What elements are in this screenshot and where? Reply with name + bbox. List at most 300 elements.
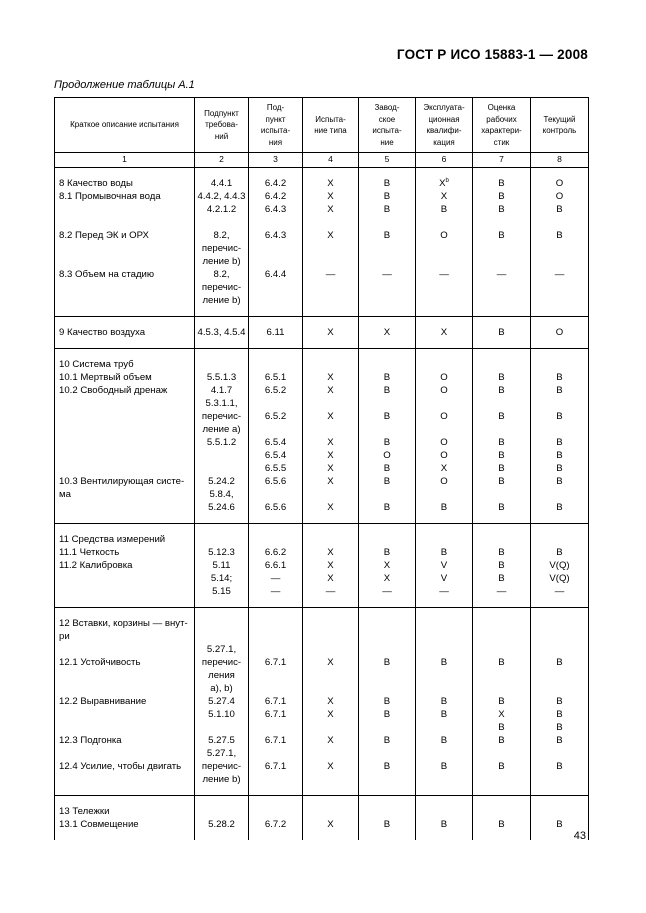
cell-line: [359, 669, 415, 682]
table-cell: [195, 805, 249, 831]
cell-line: В: [556, 463, 563, 474]
table-row: [55, 805, 589, 831]
cell-line: 11 Средства измерений: [59, 534, 166, 545]
cell-line: [303, 358, 358, 371]
spacer-cell: [473, 831, 531, 840]
spacer-cell: [195, 514, 249, 524]
cell-line: [416, 255, 472, 268]
cell-line: В: [440, 819, 448, 830]
spacer-cell: [303, 307, 359, 317]
spacer-cell: [303, 524, 359, 534]
spacer-cell: [249, 598, 303, 608]
column-header-line: контроль: [542, 126, 577, 135]
table-cell: [473, 358, 531, 514]
spacer-cell: [359, 831, 416, 840]
cell-line: [59, 397, 194, 410]
spacer-row: [55, 339, 589, 349]
spacer-row: [55, 598, 589, 608]
cell-line: В: [556, 709, 563, 720]
cell-line: [359, 805, 415, 818]
cell-line: X: [327, 560, 334, 571]
cell-line: 13.1 Совмещение: [59, 819, 139, 830]
cell-line: [473, 281, 530, 294]
cell-line: В: [383, 761, 391, 772]
cell-line: В: [556, 735, 563, 746]
cell-line: В: [556, 385, 563, 396]
spacer-cell: [249, 307, 303, 317]
cell-line: [249, 643, 302, 656]
spacer-cell: [249, 317, 303, 327]
column-header: [473, 98, 531, 153]
page-number: 43: [573, 830, 586, 842]
cell-line: 6.5.2: [264, 385, 287, 396]
cell-line: [531, 255, 588, 268]
cell-line: 6.5.6: [264, 476, 287, 487]
cell-line: [249, 488, 302, 501]
spacer-cell: [55, 786, 195, 796]
cell-line: [359, 747, 415, 760]
column-number: 2: [195, 153, 249, 168]
table-cell: [416, 326, 473, 339]
spacer-cell: [416, 598, 473, 608]
cell-line: —: [496, 586, 507, 597]
cell-line: [59, 423, 194, 436]
cell-line: 6.7.1: [264, 735, 287, 746]
cell-line: [359, 488, 415, 501]
spacer-cell: [359, 168, 416, 178]
cell-line: [416, 643, 472, 656]
column-header-line: Текущий: [543, 114, 576, 124]
cell-line: X: [327, 411, 334, 422]
spacer-cell: [416, 307, 473, 317]
cell-line: X: [327, 450, 334, 461]
spacer-cell: [55, 307, 195, 317]
cell-line: [416, 617, 472, 630]
table-cell: [416, 533, 473, 598]
cell-line: [303, 533, 358, 546]
cell-line: —: [439, 269, 449, 280]
spacer-cell: [531, 339, 589, 349]
cell-line: [531, 747, 588, 760]
cell-line: [249, 721, 302, 734]
table-cell: [303, 617, 359, 786]
cell-line: [249, 805, 302, 818]
cell-line: 4.4.2, 4.4.3: [197, 191, 246, 202]
cell-line: В: [383, 819, 391, 830]
table-cell: [249, 326, 303, 339]
document-header: ГОСТ Р ИСО 15883-1 — 2008: [396, 47, 588, 62]
cell-line: О: [383, 450, 391, 461]
table-cell: [55, 177, 195, 307]
table-cell: [195, 533, 249, 598]
cell-line: [59, 643, 194, 656]
table-cell: [195, 177, 249, 307]
table-caption: Продолжение таблицы А.1: [54, 79, 195, 91]
cell-line: 5.28.2: [208, 819, 235, 830]
cell-line: В: [383, 178, 391, 189]
cell-line: [249, 617, 302, 630]
cell-line: В: [556, 657, 563, 668]
spacer-cell: [249, 608, 303, 618]
cell-line: [473, 242, 530, 255]
cell-line: X: [327, 696, 334, 707]
cell-line: 12.1 Устойчивость: [59, 657, 141, 668]
cell-line: В: [440, 547, 448, 558]
table-row: [55, 177, 589, 307]
cell-line: [59, 773, 194, 786]
cell-line: В: [498, 230, 505, 241]
cell-line: О: [555, 178, 564, 189]
cell-line: [359, 617, 415, 630]
column-header-row: [55, 98, 589, 153]
cell-line: В: [556, 450, 563, 461]
cell-line: 6.4.3: [264, 230, 287, 241]
cell-line: [416, 669, 472, 682]
cell-line: В: [440, 735, 448, 746]
cell-line: [195, 358, 248, 371]
spacer-cell: [359, 307, 416, 317]
spacer-cell: [359, 608, 416, 618]
table-cell: [416, 805, 473, 831]
cell-line: [416, 805, 472, 818]
spacer-cell: [531, 598, 589, 608]
cell-line: [195, 216, 248, 229]
cell-line: —: [325, 586, 336, 597]
cell-line: [249, 397, 302, 410]
cell-line: 6.11: [266, 327, 285, 338]
cell-line: X: [327, 191, 334, 202]
cell-line: 6.7.2: [264, 819, 287, 830]
cell-line: [473, 488, 530, 501]
table-cell: [359, 177, 416, 307]
table-cell: [531, 177, 589, 307]
cell-line: [249, 242, 302, 255]
spacer-cell: [195, 307, 249, 317]
table-cell: [416, 358, 473, 514]
cell-line: 11.2 Калибровка: [59, 560, 133, 571]
cell-line: В: [498, 560, 505, 571]
spacer-cell: [195, 524, 249, 534]
spacer-cell: [303, 339, 359, 349]
cell-line: —: [382, 269, 392, 280]
table-cell: [416, 177, 473, 307]
cell-line: 6.5.6: [264, 502, 287, 513]
cell-line: [59, 462, 194, 475]
spacer-cell: [416, 524, 473, 534]
cell-line: —: [270, 586, 281, 597]
column-header-line: Испыта-: [315, 114, 346, 124]
cell-line: 5.27.1,: [206, 748, 237, 759]
cell-line: [59, 203, 194, 216]
column-header-line: Эксплуата-: [423, 103, 465, 112]
spacer-cell: [531, 307, 589, 317]
cell-line: В: [383, 437, 391, 448]
spacer-cell: [55, 514, 195, 524]
spacer-cell: [195, 786, 249, 796]
spacer-row: [55, 349, 589, 359]
column-header-line: требова-: [205, 120, 238, 130]
cell-line: 12.2 Выравнивание: [59, 696, 147, 707]
cell-line: [531, 643, 588, 656]
cell-line: В: [383, 657, 391, 668]
cell-line: В: [440, 696, 448, 707]
cell-line: [416, 423, 472, 436]
spacer-cell: [55, 598, 195, 608]
spacer-cell: [473, 168, 531, 178]
cell-line: X: [327, 327, 334, 338]
column-number: 6: [416, 153, 473, 168]
cell-line: [473, 682, 530, 695]
cell-line: В: [383, 204, 391, 215]
spacer-cell: [249, 831, 303, 840]
cell-line: О: [555, 327, 564, 338]
cell-line: [303, 617, 358, 630]
cell-line: 6.5.4: [264, 437, 287, 448]
cell-line: перечис-: [201, 657, 242, 668]
spacer-cell: [55, 339, 195, 349]
cell-line: [303, 423, 358, 436]
cell-line: [303, 747, 358, 760]
cell-line: —: [554, 586, 565, 597]
table-cell: [416, 617, 473, 786]
cell-line: В: [556, 230, 563, 241]
spacer-cell: [531, 168, 589, 178]
cell-line: —: [325, 269, 336, 280]
table-cell: [195, 358, 249, 514]
cell-line: 5.3.1.1,: [205, 398, 238, 409]
column-header-line: Оценка: [487, 103, 516, 112]
cell-line: [531, 805, 588, 818]
spacer-cell: [473, 524, 531, 534]
cell-line: 12 Вставки, корзины — внут-: [59, 618, 188, 629]
table-cell: [195, 326, 249, 339]
spacer-cell: [359, 598, 416, 608]
cell-line: [59, 255, 194, 268]
cell-line: $X^b$: [439, 177, 449, 189]
cell-line: В: [498, 372, 505, 383]
cell-line: В: [440, 657, 448, 668]
column-header: [249, 98, 303, 153]
table-cell: [303, 326, 359, 339]
table-cell: [531, 358, 589, 514]
cell-line: [59, 708, 194, 721]
cell-line: ри: [59, 631, 70, 642]
spacer-cell: [195, 349, 249, 359]
cell-line: 5.15: [212, 586, 231, 597]
cell-line: [195, 449, 248, 462]
cell-line: [303, 216, 358, 229]
column-header-line: ние: [380, 137, 394, 147]
column-header: [195, 98, 249, 153]
cell-line: В: [556, 696, 563, 707]
column-header-line: Завод-: [374, 103, 400, 112]
cell-line: [303, 805, 358, 818]
cell-line: ление а): [202, 424, 241, 435]
cell-line: X: [383, 560, 391, 571]
cell-line: В: [498, 204, 505, 215]
cell-line: 10.2 Свободный дренаж: [59, 385, 168, 396]
cell-line: [531, 533, 588, 546]
cell-line: 5.27.5: [208, 735, 235, 746]
cell-line: О: [440, 411, 448, 422]
column-header: [303, 98, 359, 153]
cell-line: [303, 397, 358, 410]
cell-line: О: [440, 230, 448, 241]
cell-line: 6.7.1: [264, 709, 287, 720]
cell-line: [473, 397, 530, 410]
cell-line: [59, 585, 194, 598]
cell-line: [195, 533, 248, 546]
table-cell: [55, 358, 195, 514]
cell-line: В: [440, 502, 448, 513]
cell-line: В: [440, 709, 448, 720]
cell-line: X: [440, 463, 448, 474]
table-cell: [359, 533, 416, 598]
spacer-cell: [359, 524, 416, 534]
cell-line: В: [498, 547, 505, 558]
cell-line: 8.2 Перед ЭК и ОРХ: [59, 230, 149, 241]
table-row: [55, 358, 589, 514]
cell-line: [303, 721, 358, 734]
cell-line: 5.5.1.2: [206, 437, 237, 448]
cell-line: 6.5.1: [264, 372, 287, 383]
spacer-cell: [55, 168, 195, 178]
spacer-cell: [416, 168, 473, 178]
table-cell: [55, 805, 195, 831]
column-header-line: стик: [493, 137, 510, 147]
cell-line: [303, 488, 358, 501]
spacer-cell: [531, 786, 589, 796]
column-header-line: кация: [433, 137, 455, 147]
spacer-cell: [249, 349, 303, 359]
table-cell: [303, 805, 359, 831]
cell-line: 6.4.3: [264, 204, 287, 215]
table-cell: [249, 358, 303, 514]
column-header-line: ние типа: [314, 126, 347, 135]
cell-line: X: [440, 191, 448, 202]
spacer-cell: [416, 796, 473, 806]
cell-line: [359, 358, 415, 371]
cell-line: 8.3 Объем на стадию: [59, 269, 155, 280]
spacer-cell: [303, 796, 359, 806]
cell-line: [359, 533, 415, 546]
cell-line: 8.2,: [213, 230, 230, 241]
spacer-cell: [416, 339, 473, 349]
cell-line: —: [270, 573, 281, 584]
cell-line: [359, 397, 415, 410]
table-cell: [473, 326, 531, 339]
spacer-cell: [473, 608, 531, 618]
table-cell: [303, 177, 359, 307]
cell-line: [249, 423, 302, 436]
cell-line: [416, 281, 472, 294]
cell-line: X: [383, 573, 391, 584]
spacer-cell: [195, 831, 249, 840]
cell-line: [531, 397, 588, 410]
spacer-cell: [195, 317, 249, 327]
column-header-line: испыта-: [372, 126, 402, 135]
cell-line: X: [327, 657, 334, 668]
table-cell: [473, 805, 531, 831]
cell-line: [249, 669, 302, 682]
column-header-line: ционная: [428, 114, 460, 124]
cell-line: [416, 488, 472, 501]
cell-line: [416, 533, 472, 546]
cell-line: [303, 242, 358, 255]
cell-line: В: [383, 372, 391, 383]
cell-line: [359, 630, 415, 643]
column-header: [416, 98, 473, 153]
cell-line: [59, 281, 194, 294]
cell-line: О: [440, 476, 448, 487]
cell-line: [416, 242, 472, 255]
spacer-row: [55, 307, 589, 317]
spacer-cell: [531, 608, 589, 618]
cell-line: X: [327, 372, 334, 383]
cell-line: В: [498, 411, 505, 422]
spacer-cell: [55, 349, 195, 359]
cell-line: X: [327, 735, 334, 746]
spacer-cell: [416, 317, 473, 327]
cell-line: В: [556, 372, 563, 383]
cell-line: В: [556, 476, 563, 487]
cell-line: В: [498, 735, 505, 746]
cell-line: X: [327, 385, 334, 396]
cell-line: В: [383, 411, 391, 422]
spacer-cell: [473, 598, 531, 608]
spacer-cell: [473, 307, 531, 317]
table-cell: [531, 326, 589, 339]
column-number: 7: [473, 153, 531, 168]
spacer-cell: [55, 608, 195, 618]
cell-line: 6.6.1: [264, 560, 287, 571]
spacer-cell: [531, 317, 589, 327]
cell-line: [59, 216, 194, 229]
table-cell: [359, 805, 416, 831]
spacer-cell: [303, 349, 359, 359]
spacer-cell: [416, 831, 473, 840]
cell-line: [249, 216, 302, 229]
cell-line: [416, 397, 472, 410]
cell-line: [359, 721, 415, 734]
cell-line: перечис-: [201, 761, 242, 772]
cell-line: В: [498, 502, 505, 513]
cell-line: [531, 281, 588, 294]
cell-line: [473, 669, 530, 682]
cell-line: V(Q): [549, 560, 570, 571]
cell-line: [531, 682, 588, 695]
spacer-cell: [473, 786, 531, 796]
cell-line: [59, 669, 194, 682]
cell-line: 4.4.1: [210, 178, 233, 189]
spacer-cell: [303, 514, 359, 524]
cell-line: 8.1 Промывочная вода: [59, 191, 161, 202]
cell-line: X: [327, 476, 334, 487]
cell-line: 10.3 Вентилирующая систе-: [59, 476, 185, 487]
spacer-cell: [195, 608, 249, 618]
cell-line: [416, 630, 472, 643]
column-header-line: ния: [268, 137, 283, 147]
cell-line: [531, 216, 588, 229]
cell-line: 5.5.1.3: [206, 372, 237, 383]
cell-line: [416, 773, 472, 786]
cell-line: 5.1.10: [208, 709, 235, 720]
cell-line: [59, 449, 194, 462]
cell-line: [249, 358, 302, 371]
cell-line: 9 Качество воздуха: [59, 327, 146, 338]
cell-line: [359, 682, 415, 695]
cell-line: X: [327, 709, 334, 720]
